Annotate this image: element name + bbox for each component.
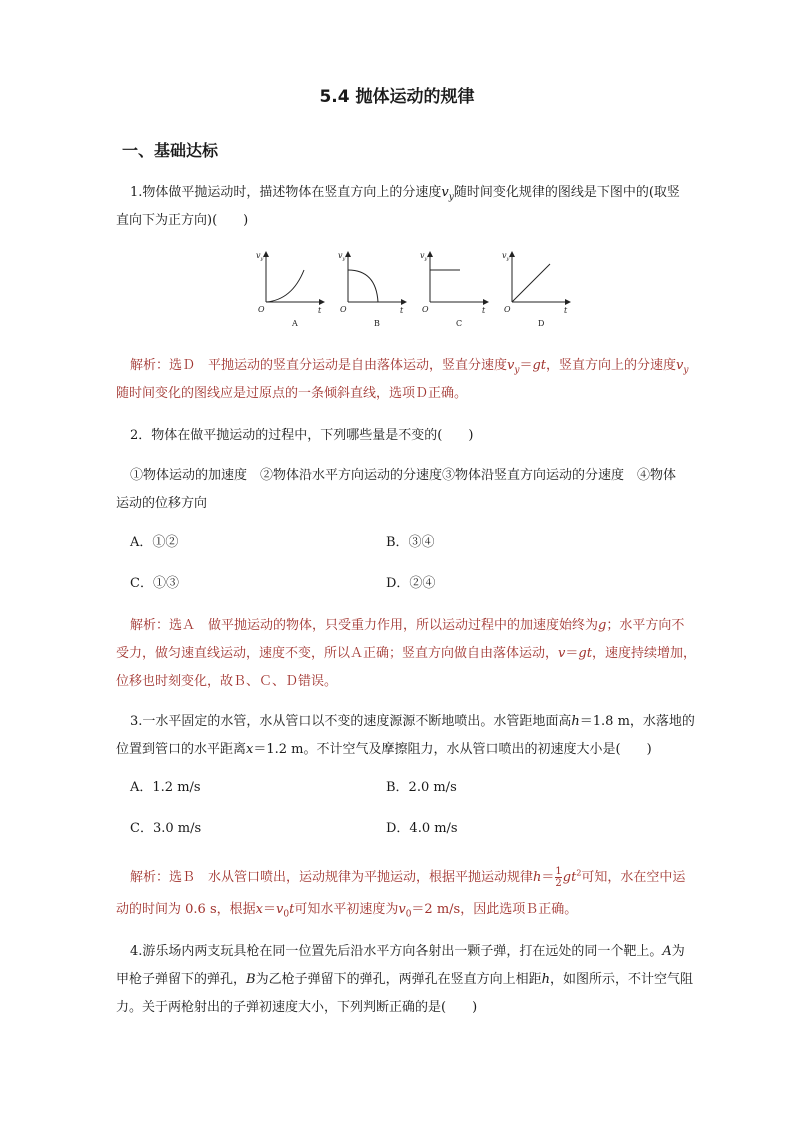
q3-option-b: B．2.0 m/s — [386, 780, 457, 795]
q2-answer-line2: 受力，做匀速直线运动，速度不变，所以Ａ正确；竖直方向做自由落体运动，v＝gt，速度持续增加， — [116, 646, 696, 661]
page-title: 5.4 抛体运动的规律 — [319, 87, 475, 107]
q3-stem-line1: 3.一水平固定的水管，水从管口以不变的速度源源不断地喷出。水管距地面高h＝1.8 m，水落地的 — [130, 714, 695, 729]
q3-option-d: D．4.0 m/s — [386, 821, 458, 836]
q2-option-b: B．③④ — [386, 535, 435, 550]
graph-a-label: A — [292, 319, 298, 328]
svg-text:O: O — [504, 305, 511, 314]
svg-text:t: t — [400, 306, 404, 315]
svg-text:B: B — [374, 319, 380, 328]
q3-answer-line2: 动的时间为 0.6 s，根据$x=v_0t$可知水平初速度为$v_0=2$ m/s，因此选项Ｂ正确。 — [116, 902, 578, 920]
q3-option-c: C．3.0 m/s — [130, 821, 202, 836]
graph-d — [502, 251, 570, 328]
q3-answer-line1: 解析：选Ｂ 水从管口喷出，运动规律为平抛运动，根据平抛运动规律h＝ $\frac{1}{2}$ $gt^2$可知，水在空中运 — [130, 866, 686, 889]
q1-stem-line2: 直向下为正方向)( ) — [116, 213, 249, 228]
q1-answer-line2: 随时间变化的图线应是过原点的一条倾斜直线，选项Ｄ正确。 — [116, 386, 468, 401]
q2-option-a: A．①② — [130, 535, 179, 550]
q1-graphs — [256, 244, 566, 334]
graph-a-t-label: t — [318, 306, 322, 315]
graph-a-vy-label: $v_y$ — [256, 251, 264, 262]
svg-text:t: t — [482, 306, 486, 315]
q2-answer-line3: 位移也时刻变化，故Ｂ、Ｃ、Ｄ错误。 — [116, 674, 338, 689]
q1-answer-line1: 解析：选Ｄ 平抛运动的竖直分运动是自由落体运动，竖直分速度$v_y=gt$，竖直方向上的分速度$v_y$ — [130, 358, 689, 376]
svg-text:O: O — [422, 305, 429, 314]
svg-text:D: D — [538, 319, 545, 328]
svg-text:t: t — [564, 306, 568, 315]
graph-c — [420, 251, 488, 328]
section-heading: 一、基础达标 — [122, 141, 219, 160]
svg-text:vy: $v_y$ — [338, 251, 346, 262]
graph-a-origin: O — [258, 305, 265, 314]
svg-text:vy: $v_y$ — [420, 251, 428, 262]
vt-graph-set — [256, 244, 566, 334]
q2-answer-line1: 解析：选Ａ 做平抛运动的物体，只受重力作用，所以运动过程中的加速度始终为g；水平方向不 — [130, 618, 685, 633]
q1-stem-line1: 1.物体做平抛运动时，描述物体在竖直方向上的分速度$v_y$随时间变化规律的图线是下图中的(取竖 — [130, 185, 680, 203]
q2-option-c: C．①③ — [130, 576, 179, 591]
q4-stem-line2: 甲枪子弹留下的弹孔，B为乙枪子弹留下的弹孔，两弹孔在竖直方向上相距h，如图所示，不计空气阻 — [116, 972, 693, 987]
q2-stem: 2．物体在做平抛运动的过程中，下列哪些量是不变的( ) — [130, 428, 474, 443]
graph-a — [256, 251, 324, 328]
svg-text:O: O — [340, 305, 347, 314]
q4-stem-line3: 力。关于两枪射出的子弹初速度大小，下列判断正确的是( ) — [116, 1000, 478, 1015]
q2-items-line1: ①物体运动的加速度 ②物体沿水平方向运动的分速度③物体沿竖直方向运动的分速度 ④物体 — [130, 468, 677, 483]
q2-option-d: D．②④ — [386, 576, 436, 591]
q3-stem-line2: 位置到管口的水平距离x＝1.2 m。不计空气及摩擦阻力，水从管口喷出的初速度大小是( ) — [116, 742, 652, 757]
q2-items-line2: 运动的位移方向 — [116, 496, 208, 511]
svg-text:vy: $v_y$ — [502, 251, 510, 262]
svg-text:C: C — [456, 319, 463, 328]
graph-b — [338, 251, 406, 328]
q3-option-a: A．1.2 m/s — [130, 780, 201, 795]
q4-stem-line1: 4.游乐场内两支玩具枪在同一位置先后沿水平方向各射出一颗子弹，打在远处的同一个靶上。A为 — [130, 944, 685, 959]
